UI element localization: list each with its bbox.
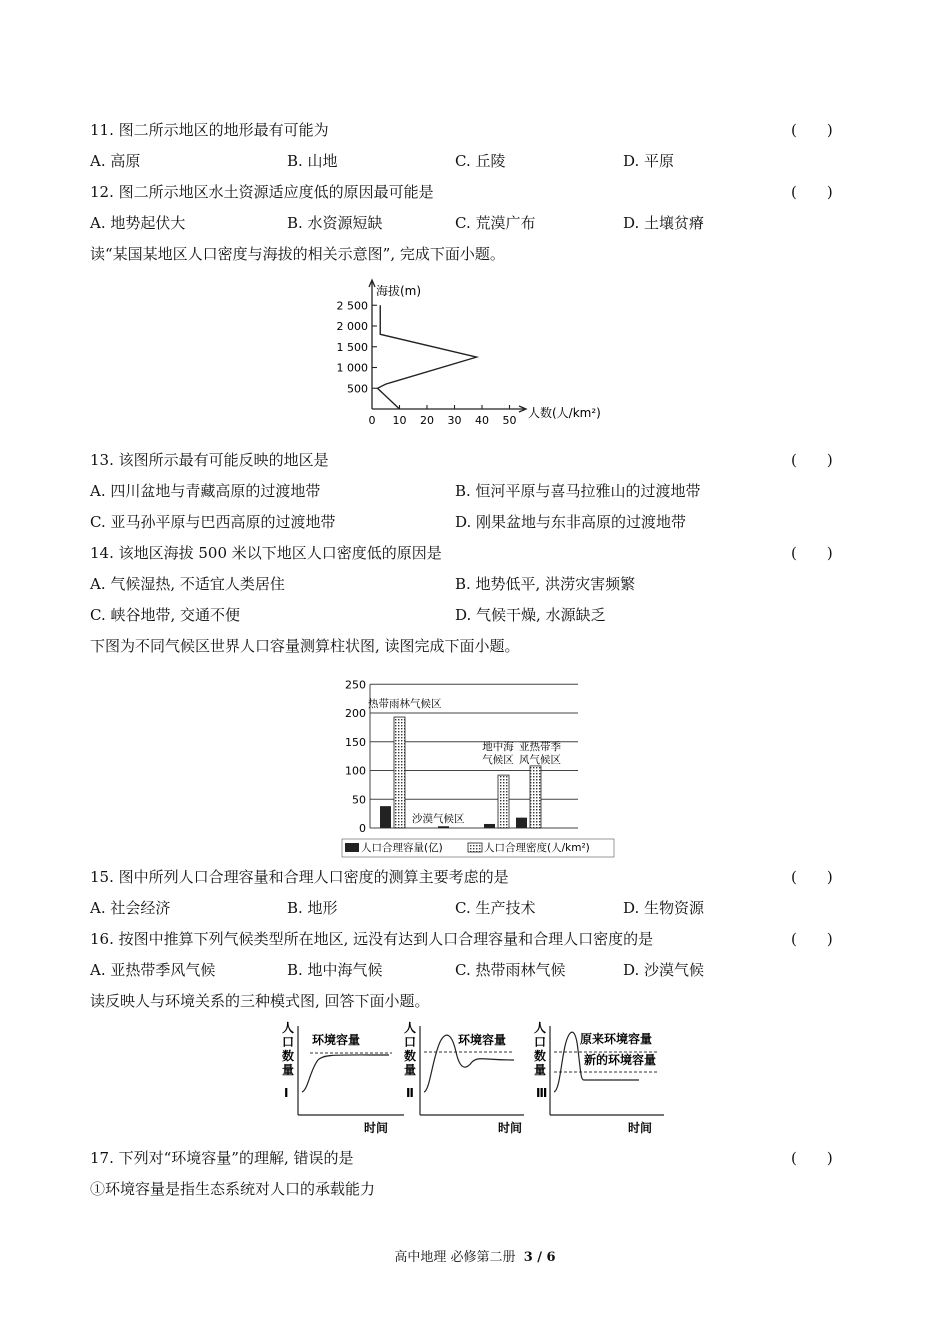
y-tick-label: 250 bbox=[345, 678, 366, 692]
q12-option-c: C. 荒漠广布 bbox=[455, 214, 536, 232]
q14-option-c: C. 峡谷地带, 交通不便 bbox=[90, 606, 241, 624]
q17-answer-blank: ( ) bbox=[791, 1149, 833, 1167]
q11-stem: 11. 图二所示地区的地形最有可能为 bbox=[90, 121, 329, 139]
q13-stem: 13. 该图所示最有可能反映的地区是 bbox=[90, 451, 329, 469]
panel3-ylabel-1: 人 bbox=[534, 1021, 547, 1035]
y-tick-label: 200 bbox=[345, 707, 366, 720]
x-tick-label: 10 bbox=[392, 414, 407, 427]
bar-capacity bbox=[484, 824, 495, 828]
page-footer bbox=[0, 1246, 950, 1265]
q12-option-b: B. 水资源短缺 bbox=[287, 214, 383, 232]
y-tick-label: 2 000 bbox=[336, 320, 368, 333]
panel3-label-original: 原来环境容量 bbox=[580, 1032, 653, 1046]
q11-option-a: A. 高原 bbox=[90, 152, 141, 170]
q16-option-d: D. 沙漠气候 bbox=[623, 961, 705, 979]
y-tick-label: 50 bbox=[352, 793, 366, 807]
q16-option-b: B. 地中海气候 bbox=[287, 961, 383, 979]
panel1-ylabel-3: 数 bbox=[282, 1049, 295, 1063]
y-tick-label: 2 500 bbox=[336, 299, 368, 313]
q17-stem: 17. 下列对“环境容量”的理解, 错误的是 bbox=[90, 1149, 354, 1167]
q14-answer-blank: ( ) bbox=[791, 544, 833, 562]
q11-option-c: C. 丘陵 bbox=[455, 152, 506, 170]
page-number: 3 / 6 bbox=[523, 1250, 556, 1265]
x-tick-label: 0 bbox=[368, 414, 376, 427]
q12-option-d: D. 土壤贫瘠 bbox=[623, 214, 705, 232]
bar-capacity bbox=[380, 806, 391, 828]
altitude-density-chart bbox=[320, 278, 620, 433]
y-tick-label: 1 500 bbox=[336, 340, 368, 354]
panel2-label: 环境容量 bbox=[458, 1033, 507, 1047]
q15-stem: 15. 图中所列人口合理容量和合理人口密度的测算主要考虑的是 bbox=[90, 868, 509, 886]
bar-capacity bbox=[438, 826, 449, 828]
panel1-ylabel-4: 量 bbox=[282, 1063, 295, 1077]
x-tick-label: 40 bbox=[475, 414, 489, 427]
bar-density bbox=[394, 717, 405, 828]
legend-capacity: 人口合理容量(亿) bbox=[361, 842, 443, 854]
panel1-xlabel: 时间 bbox=[364, 1121, 389, 1135]
footer-title: 高中地理 必修第二册 bbox=[394, 1250, 516, 1265]
panel2-ylabel-3: 数 bbox=[404, 1049, 417, 1063]
q15-option-d: D. 生物资源 bbox=[623, 899, 705, 917]
human-environment-pattern-charts bbox=[274, 1020, 674, 1138]
category-label: 地中海 bbox=[482, 741, 514, 753]
q13-option-a: A. 四川盆地与青藏高原的过渡地带 bbox=[90, 482, 321, 500]
q16-stem: 16. 按图中推算下列气候类型所在地区, 远没有达到人口合理容量和合理人口密度的是 bbox=[90, 930, 654, 948]
bar-density bbox=[498, 775, 509, 828]
panel2-ylabel-4: 量 bbox=[404, 1063, 417, 1077]
y-tick-label: 500 bbox=[347, 382, 368, 396]
x-axis-title: 人数(人/km²) bbox=[528, 406, 601, 420]
intro-pattern-charts: 读反映人与环境关系的三种模式图, 回答下面小题。 bbox=[90, 992, 430, 1010]
x-tick-label: 20 bbox=[420, 414, 434, 427]
y-tick-label: 1 000 bbox=[336, 361, 368, 375]
legend-swatch-density bbox=[468, 843, 482, 852]
q17-item-1: ①环境容量是指生态系统对人口的承载能力 bbox=[90, 1180, 376, 1198]
panel1-numeral: Ⅰ bbox=[284, 1086, 289, 1100]
pattern-panel-3 bbox=[534, 1021, 664, 1135]
category-label: 亚热带季 bbox=[519, 741, 561, 753]
q14-option-a: A. 气候湿热, 不适宜人类居住 bbox=[90, 575, 285, 593]
y-tick-label: 0 bbox=[359, 822, 366, 835]
panel1-label: 环境容量 bbox=[312, 1033, 361, 1047]
q12-answer-blank: ( ) bbox=[791, 183, 833, 201]
category-label: 风气候区 bbox=[519, 754, 561, 766]
y-axis-title: 海拔(m) bbox=[376, 284, 422, 298]
climate-capacity-bar-chart bbox=[338, 674, 618, 860]
panel1-population-curve bbox=[302, 1055, 389, 1092]
panel3-ylabel-2: 口 bbox=[534, 1035, 547, 1049]
intro-bar-chart: 下图为不同气候区世界人口容量测算柱状图, 读图完成下面小题。 bbox=[90, 637, 520, 655]
q13-option-b: B. 恒河平原与喜马拉雅山的过渡地带 bbox=[455, 482, 701, 500]
pattern-panel-2 bbox=[404, 1021, 524, 1135]
q16-option-c: C. 热带雨林气候 bbox=[455, 961, 566, 979]
panel2-xlabel: 时间 bbox=[498, 1121, 523, 1135]
q11-option-d: D. 平原 bbox=[623, 152, 675, 170]
legend-density: 人口合理密度(人/km²) bbox=[484, 842, 590, 854]
y-tick-label: 150 bbox=[345, 735, 366, 749]
intro-altitude-chart: 读“某国某地区人口密度与海拔的相关示意图”, 完成下面小题。 bbox=[90, 245, 505, 263]
q14-option-d: D. 气候干燥, 水源缺乏 bbox=[455, 606, 606, 624]
q13-option-d: D. 刚果盆地与东非高原的过渡地带 bbox=[455, 513, 687, 531]
q15-answer-blank: ( ) bbox=[791, 868, 833, 886]
panel1-ylabel-1: 人 bbox=[282, 1021, 295, 1035]
bar-capacity bbox=[516, 818, 527, 828]
category-label: 热带雨林气候区 bbox=[368, 698, 442, 710]
x-tick-label: 50 bbox=[502, 414, 517, 427]
bar-density bbox=[530, 766, 541, 828]
panel3-ylabel-3: 数 bbox=[534, 1049, 547, 1063]
density-curve bbox=[378, 305, 477, 409]
q16-option-a: A. 亚热带季风气候 bbox=[90, 961, 216, 979]
panel3-xlabel: 时间 bbox=[628, 1121, 653, 1135]
q12-stem: 12. 图二所示地区水土资源适应度低的原因最可能是 bbox=[90, 183, 434, 201]
q15-option-a: A. 社会经济 bbox=[90, 899, 171, 917]
x-tick-label: 30 bbox=[447, 414, 462, 427]
q15-option-b: B. 地形 bbox=[287, 899, 338, 917]
q13-option-c: C. 亚马孙平原与巴西高原的过渡地带 bbox=[90, 513, 336, 531]
y-tick-label: 100 bbox=[345, 764, 366, 778]
legend-swatch-capacity bbox=[345, 843, 359, 852]
panel2-ylabel-2: 口 bbox=[404, 1035, 417, 1049]
q12-option-a: A. 地势起伏大 bbox=[90, 214, 186, 232]
panel1-ylabel-2: 口 bbox=[282, 1035, 295, 1049]
q15-option-c: C. 生产技术 bbox=[455, 899, 536, 917]
category-label: 气候区 bbox=[482, 754, 514, 766]
q16-answer-blank: ( ) bbox=[791, 930, 833, 948]
pattern-panel-1 bbox=[282, 1021, 404, 1135]
panel3-ylabel-4: 量 bbox=[534, 1063, 547, 1077]
q11-answer-blank: ( ) bbox=[791, 121, 833, 139]
q14-stem: 14. 该地区海拔 500 米以下地区人口密度低的原因是 bbox=[90, 544, 442, 562]
category-label: 沙漠气候区 bbox=[412, 813, 465, 825]
panel2-numeral: Ⅱ bbox=[406, 1086, 414, 1100]
q13-answer-blank: ( ) bbox=[791, 451, 833, 469]
panel3-numeral: Ⅲ bbox=[536, 1086, 548, 1100]
q11-option-b: B. 山地 bbox=[287, 152, 338, 170]
panel3-label-new: 新的环境容量 bbox=[584, 1053, 657, 1067]
q14-option-b: B. 地势低平, 洪涝灾害频繁 bbox=[455, 575, 636, 593]
panel2-ylabel-1: 人 bbox=[404, 1021, 417, 1035]
